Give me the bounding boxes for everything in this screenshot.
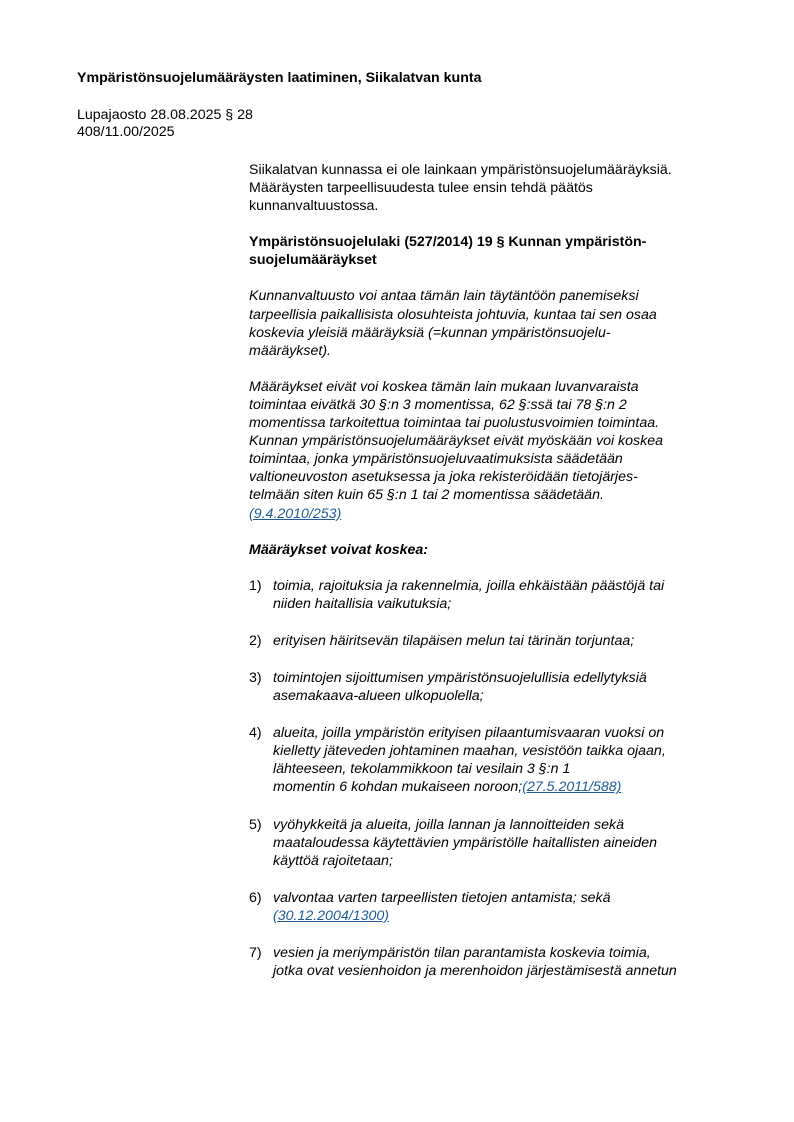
list-item — [249, 944, 719, 980]
text-line: Kunnan ympäristönsuojelumääräykset eivät myöskään voi koskea — [249, 433, 664, 450]
list-heading: Määräykset voivat koskea: — [249, 541, 429, 558]
item-number: 3) — [249, 669, 262, 686]
text-line: kielletty jäteveden johtaminen maahan, vesistöön taikka ojaan, — [273, 743, 666, 760]
text-line: momentin 6 kohdan mukaiseen noroon; — [273, 779, 523, 796]
text-line: käyttöä rajoitetaan; — [273, 852, 393, 869]
text-line: Määräysten tarpeellisuudesta tulee ensin tehdä päätös — [249, 180, 593, 197]
text-line: Ympäristönsuojelulaki (527/2014) 19 § Kunnan ympäristön- — [249, 234, 647, 251]
item-number: 6) — [249, 889, 262, 906]
amendment-link[interactable]: (9.4.2010/253) — [249, 505, 342, 522]
list-item — [249, 632, 719, 650]
law-heading — [249, 233, 719, 269]
text-line: määräykset). — [249, 342, 331, 359]
text-line: kunnanvaltuustossa. — [249, 198, 379, 215]
text-line: suojelumääräykset — [249, 252, 377, 269]
list-item — [249, 577, 719, 613]
text-line: alueita, joilla ympäristön erityisen pilaantumisvaaran vuoksi on — [273, 725, 665, 742]
text-line: toimia, rajoituksia ja rakennelmia, joilla ehkäistään päästöjä tai — [273, 577, 665, 594]
text-line: koskevia yleisiä määräyksiä (=kunnan ympäristönsuojelu- — [249, 324, 611, 341]
document-title: Ympäristönsuojelumääräysten laatiminen, Siikalatvan kunta — [77, 70, 482, 86]
text-line: asemakaava-alueen ulkopuolella; — [273, 688, 484, 705]
amendment-link[interactable]: (27.5.2011/588) — [522, 779, 622, 796]
text-line: vyöhykkeitä ja alueita, joilla lannan ja lannoitteiden sekä — [273, 816, 624, 833]
item-number: 2) — [249, 632, 262, 649]
text-line: Määräykset eivät voi koskea tämän lain mukaan luvanvaraista — [249, 378, 639, 395]
text-line: vesien ja meriympäristön tilan parantamista koskevia toimia, — [273, 945, 651, 961]
list-item — [249, 889, 719, 925]
item-number: 4) — [249, 725, 262, 742]
item-number: 1) — [249, 577, 262, 594]
text-line: telmään siten kuin 65 §:n 1 tai 2 momentissa säädetään. — [249, 487, 604, 504]
text-line: Siikalatvan kunnassa ei ole lainkaan ympäristönsuojelumääräyksiä. — [249, 162, 672, 178]
document-body — [249, 161, 719, 999]
text-line: Kunnanvaltuusto voi antaa tämän lain täytäntöön panemiseksi — [249, 288, 639, 305]
text-line: toimintojen sijoittumisen ympäristönsuojelullisia edellytyksiä — [273, 669, 647, 686]
regulation-list — [249, 577, 719, 981]
list-item — [249, 669, 719, 705]
case-number: 408/11.00/2025 — [77, 124, 175, 140]
text-line: maataloudessa käytettävien ympäristölle haitallisten aineiden — [273, 834, 658, 851]
text-line: toimintaa, jonka ympäristönsuojeluvaatimuksista säädetään — [249, 451, 623, 468]
meeting-info — [77, 107, 253, 141]
text-line: momentissa tarkoitettua toimintaa tai puolustusvoimien toimintaa. — [249, 415, 660, 432]
text-line: lähteeseen, tekolammikkoon tai vesilain 3 §:n 1 — [273, 761, 571, 778]
text-line: valtioneuvoston asetuksessa ja joka rekisteröidään tietojärjes- — [249, 469, 638, 486]
list-item — [249, 724, 719, 796]
meeting-line: Lupajaosto 28.08.2025 § 28 — [77, 107, 253, 123]
text-line: erityisen häiritsevän tilapäisen melun tai tärinän torjuntaa; — [273, 632, 635, 649]
text-line: toimintaa eivätkä 30 §:n 3 momentissa, 62 §:ssä tai 78 §:n 2 — [249, 396, 627, 413]
intro-paragraph — [249, 161, 719, 215]
law-paragraph-2 — [249, 378, 719, 523]
law-paragraph-1 — [249, 287, 719, 359]
list-item — [249, 816, 719, 870]
amendment-link[interactable]: (30.12.2004/1300) — [273, 907, 389, 924]
text-line: valvontaa varten tarpeellisten tietojen antamista; sekä — [273, 889, 611, 906]
item-number: 5) — [249, 816, 262, 833]
text-line: niiden haitallisia vaikutuksia; — [273, 595, 452, 612]
text-line: jotka ovat vesienhoidon ja merenhoidon järjestämisestä annetun — [273, 963, 677, 980]
item-number: 7) — [249, 945, 262, 961]
text-line: tarpeellisia paikallisista olosuhteista johtuvia, kuntaa tai sen osaa — [249, 306, 657, 323]
